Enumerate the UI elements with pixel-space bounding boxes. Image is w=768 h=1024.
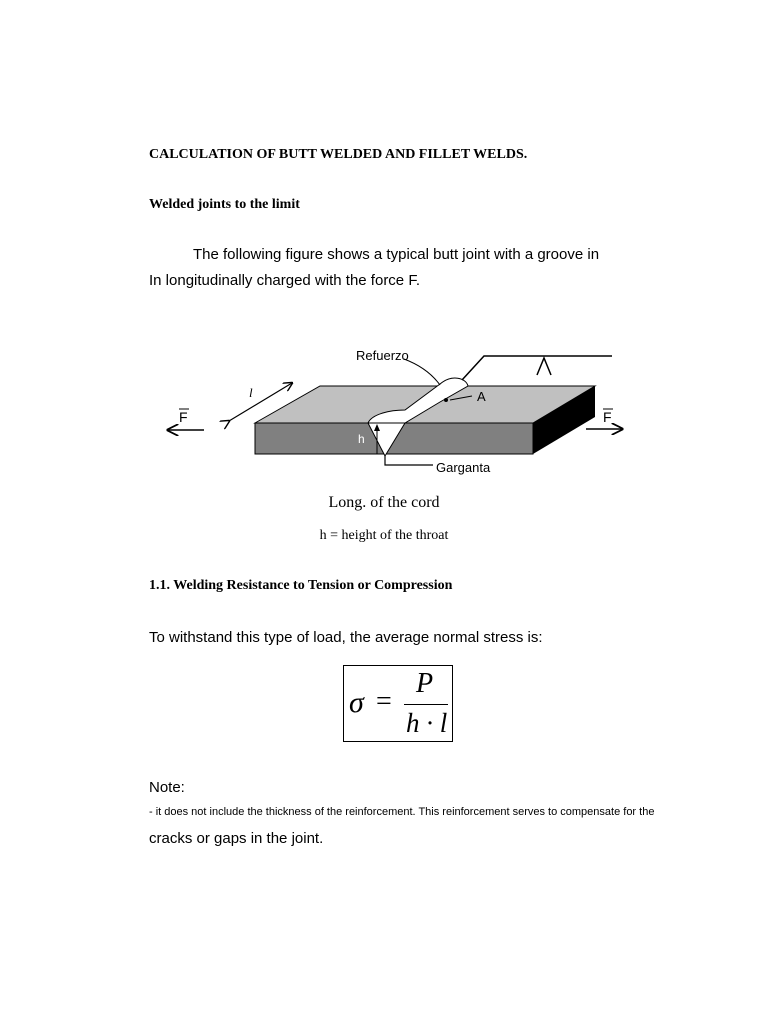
formula-denominator: h · l [406, 708, 448, 738]
section-subtitle: Welded joints to the limit [149, 197, 300, 212]
weld-symbol-v [537, 358, 551, 375]
butt-weld-figure [160, 340, 630, 480]
label-garganta: Garganta [436, 460, 491, 475]
label-refuerzo: Refuerzo [356, 348, 409, 363]
paragraph-stress: To withstand this type of load, the average normal stress is: [149, 629, 543, 646]
formula-sigma: σ [349, 686, 364, 719]
paragraph-intro-line-2: In longitudinally charged with the force F. [149, 272, 420, 289]
section-heading: 1.1. Welding Resistance to Tension or Compression [149, 578, 453, 593]
label-h: h [358, 432, 365, 446]
figure-caption-height: h = height of the throat [319, 528, 449, 543]
formula-fraction-bar [404, 704, 448, 705]
formula-equals: = [376, 686, 392, 717]
label-a: A [477, 389, 486, 404]
label-force-right: F [603, 409, 612, 425]
paragraph-intro-line-1: The following figure shows a typical butt joint with a groove in [193, 246, 600, 263]
note-text-line-1: - it does not include the thickness of the reinforcement. This reinforcement serves to compensate for the [149, 806, 655, 818]
formula-numerator: P [416, 668, 434, 699]
document-title: CALCULATION OF BUTT WELDED AND FILLET WELDS. [149, 147, 528, 162]
label-length-l: l [249, 385, 253, 400]
label-force-left: F [179, 409, 188, 425]
stress-formula [343, 665, 453, 742]
note-text-line-2: cracks or gaps in the joint. [149, 830, 324, 847]
note-label: Note: [149, 779, 185, 796]
figure-caption-length: Long. of the cord [328, 494, 440, 511]
